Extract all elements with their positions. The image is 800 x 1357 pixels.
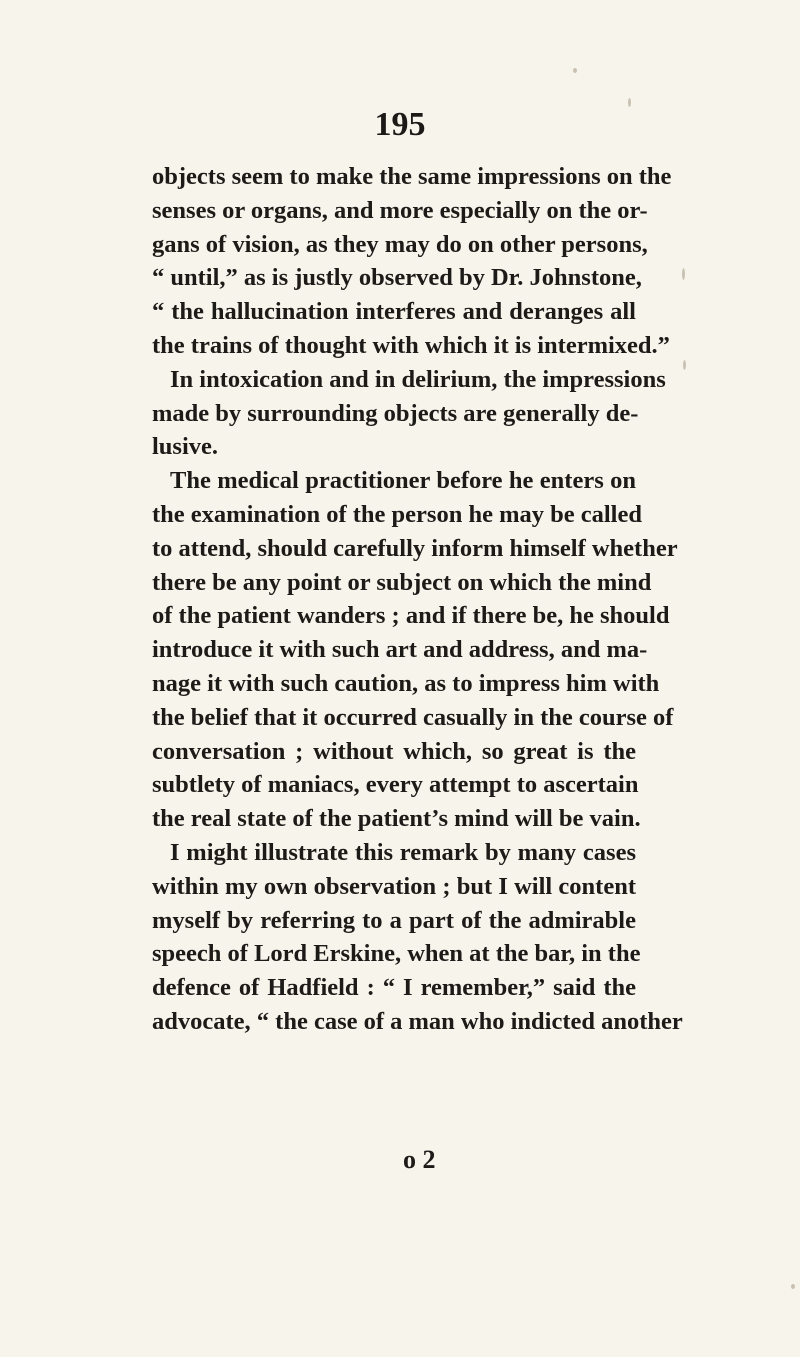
text-line: the examination of the person he may be called (152, 500, 642, 528)
text-line: “ the hallucination interferes and deranges all (152, 298, 636, 326)
text-line: In intoxication and in delirium, the impressions (170, 365, 666, 393)
text-line: the trains of thought with which it is intermixed.” (152, 331, 670, 359)
text-line: defence of Hadfield : “ I remember,” said the (152, 974, 636, 1002)
text-line: speech of Lord Erskine, when at the bar, in the (152, 940, 641, 968)
text-line: there be any point or subject on which the mind (152, 568, 652, 596)
text-line: advocate, “ the case of a man who indicted another (152, 1007, 683, 1035)
text-line: gans of vision, as they may do on other persons, (152, 230, 648, 258)
text-line: the belief that it occurred casually in the course of (152, 703, 674, 731)
paper-speck (628, 98, 631, 107)
paper-speck (682, 268, 685, 280)
text-line: subtlety of maniacs, every attempt to ascertain (152, 771, 639, 799)
text-line: of the patient wanders ; and if there be, he should (152, 602, 670, 630)
text-line: the real state of the patient’s mind will be vain. (152, 805, 641, 833)
text-line: within my own observation ; but I will content (152, 872, 636, 900)
text-line: lusive. (152, 433, 219, 461)
text-line: The medical practitioner before he enters on (170, 467, 636, 495)
signature-mark: o 2 (403, 1145, 436, 1174)
paper-speck (683, 360, 686, 370)
text-line: objects seem to make the same impressions on the (152, 163, 672, 190)
text-line: nage it with such caution, as to impress him with (152, 669, 660, 697)
text-line: myself by referring to a part of the admirable (152, 906, 636, 934)
text-line: I might illustrate this remark by many cases (170, 838, 636, 866)
text-line: senses or organs, and more especially on the or- (152, 196, 648, 224)
text-line: introduce it with such art and address, and ma- (152, 636, 648, 664)
page-number: 195 (374, 106, 426, 143)
body-text (152, 160, 683, 1039)
text-line: “ until,” as is justly observed by Dr. Johnstone, (152, 264, 642, 292)
paper-speck (791, 1284, 795, 1289)
paper-speck (573, 68, 577, 73)
text-line: to attend, should carefully inform himself whether (152, 534, 678, 562)
text-line: made by surrounding objects are generally de- (152, 399, 639, 427)
text-line: conversation ; without which, so great is the (152, 737, 636, 765)
